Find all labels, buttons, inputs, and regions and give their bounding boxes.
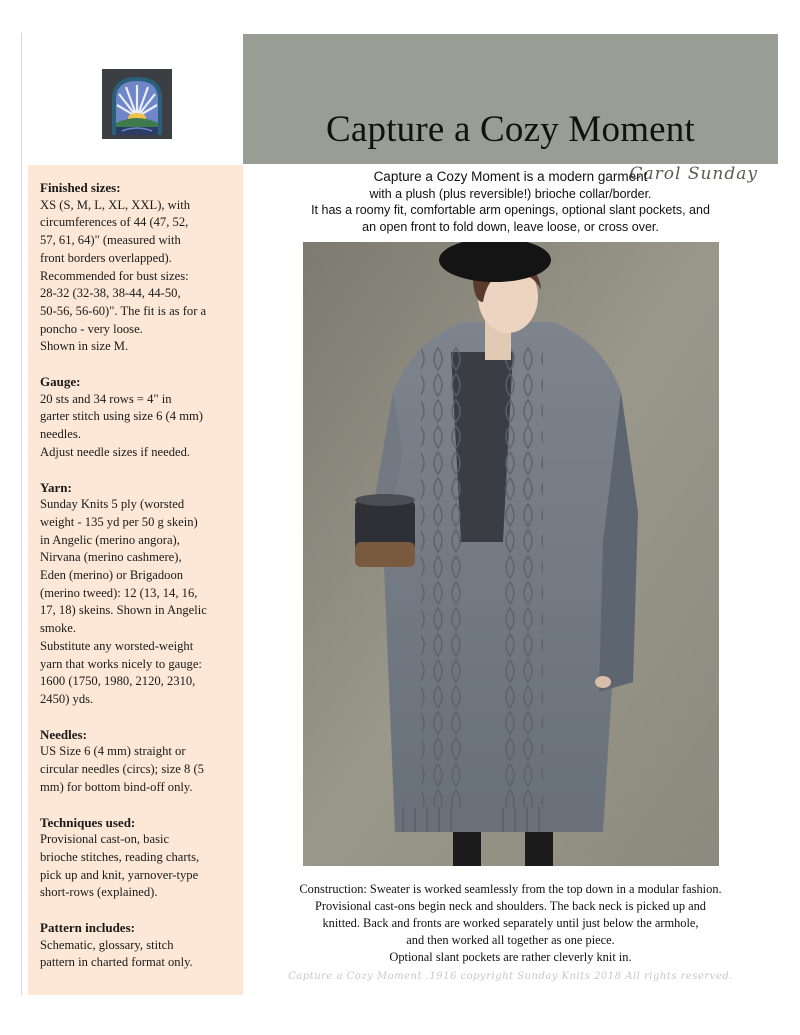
spec-line: Recommended for bust sizes: <box>40 268 189 283</box>
intro-lead: Capture a Cozy Moment is a modern garment <box>373 169 648 184</box>
construction-notes <box>243 881 778 966</box>
section-heading: Gauge: <box>40 374 81 390</box>
spec-line: Schematic, glossary, stitch <box>40 937 174 952</box>
spec-line: 28-32 (32-38, 38-44, 44-50, <box>40 286 181 301</box>
spec-line: in Angelic (merino angora), <box>40 532 180 547</box>
section-heading: Techniques used: <box>40 814 136 830</box>
spec-line: needles. <box>40 427 81 442</box>
construction-line: Construction: Sweater is worked seamlessly from the top down in a modular fashion. <box>299 882 722 896</box>
pattern-specs-sidebar <box>28 165 243 995</box>
spec-line: 50-56, 56-60)". The fit is as for a <box>40 303 207 318</box>
spec-line: 1600 (1750, 1980, 2120, 2310, <box>40 674 196 689</box>
spec-line: poncho - very loose. <box>40 321 143 336</box>
spec-line: Shown in size M. <box>40 339 129 354</box>
spec-line: circular needles (circs); size 8 (5 <box>40 762 204 777</box>
spec-line: short-rows (explained). <box>40 885 158 900</box>
section-heading: Yarn: <box>40 479 72 495</box>
needles-section <box>40 726 235 797</box>
spec-line: XS (S, M, L, XL, XXL), with <box>40 197 191 212</box>
spec-line: 20 sts and 34 rows = 4" in <box>40 391 172 406</box>
spec-line: smoke. <box>40 621 77 636</box>
spec-line: 2450) yds. <box>40 691 94 706</box>
pattern-intro <box>243 169 778 235</box>
intro-line: with a plush (plus reversible!) brioche collar/border. <box>369 186 652 201</box>
spec-line: front borders overlapped). <box>40 250 172 265</box>
pattern-title: Capture a Cozy Moment <box>326 109 695 150</box>
section-heading: Pattern includes: <box>40 920 135 936</box>
spec-line: 57, 61, 64)" (measured with <box>40 233 181 248</box>
spec-line: brioche stitches, reading charts, <box>40 849 200 864</box>
pattern-includes-section <box>40 919 235 972</box>
intro-line: It has a roomy fit, comfortable arm openings, optional slant pockets, and <box>311 203 710 217</box>
spec-line: circumferences of 44 (47, 52, <box>40 215 189 230</box>
spec-line: Eden (merino) or Brigadoon <box>40 568 184 583</box>
construction-line: Provisional cast-ons begin neck and shoulders. The back neck is picked up and <box>314 899 706 913</box>
spec-line: Provisional cast-on, basic <box>40 832 170 847</box>
model-wearing-cardigan-photo <box>303 242 719 866</box>
spec-line: US Size 6 (4 mm) straight or <box>40 744 186 759</box>
copyright-notice: Capture a Cozy Moment .1916 copyright Sunday Knits 2018 All rights reserved. <box>288 971 733 982</box>
spec-line: mm) for bottom bind-off only. <box>40 779 193 794</box>
gauge-section <box>40 373 235 462</box>
construction-line: Optional slant pockets are rather cleverly knit in. <box>389 950 632 964</box>
techniques-section <box>40 814 235 903</box>
page-margin-rule <box>21 33 22 995</box>
section-heading: Finished sizes: <box>40 180 121 195</box>
construction-line: and then worked all together as one piece. <box>406 933 615 947</box>
spec-line: yarn that works nicely to gauge: <box>40 656 202 671</box>
spec-line: Substitute any worsted-weight <box>40 638 194 653</box>
section-heading: Needles: <box>40 726 87 742</box>
designer-signature: Carol Sunday <box>629 164 758 184</box>
spec-line: pick up and knit, yarnover-type <box>40 867 199 882</box>
spec-line: (merino tweed): 12 (13, 14, 16, <box>40 585 198 600</box>
yarn-section <box>40 479 235 709</box>
spec-line: garter stitch using size 6 (4 mm) <box>40 409 203 424</box>
spec-line: Adjust needle sizes if needed. <box>40 444 191 459</box>
intro-line: an open front to fold down, leave loose, or cross over. <box>362 219 659 234</box>
construction-line: knitted. Back and fronts are worked separately until just below the armhole, <box>322 916 699 930</box>
finished-sizes-section <box>40 179 235 356</box>
spec-line: pattern in charted format only. <box>40 955 193 970</box>
spec-line: Sunday Knits 5 ply (worsted <box>40 497 185 512</box>
spec-line: 17, 18) skeins. Shown in Angelic <box>40 603 207 618</box>
spec-line: Nirvana (merino cashmere), <box>40 550 182 565</box>
sunrise-arch-logo-icon <box>102 69 172 139</box>
spec-line: weight - 135 yd per 50 g skein) <box>40 514 198 529</box>
